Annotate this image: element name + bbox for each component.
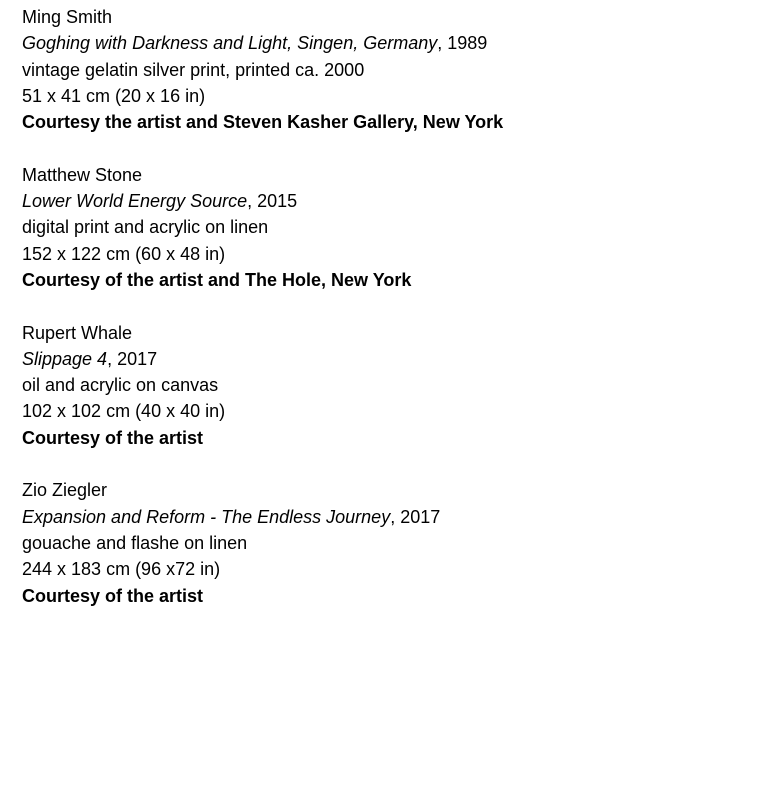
artwork-title: Goghing with Darkness and Light, Singen, Germany: [22, 33, 438, 54]
artist-name: Ming Smith: [22, 7, 113, 27]
artwork-title: Lower World Energy Source: [22, 191, 248, 212]
artwork-title-line: [22, 188, 765, 214]
artwork-entry-rupert-whale: [22, 320, 765, 451]
artwork-year: , 1989: [437, 33, 488, 54]
artwork-credit: Courtesy of the artist: [22, 427, 204, 448]
artwork-credit: Courtesy of the artist: [22, 585, 204, 606]
artist-name: Rupert Whale: [22, 322, 133, 343]
artist-name: Matthew Stone: [22, 164, 143, 185]
artwork-credit: Courtesy the artist and Steven Kasher Gallery, New York: [22, 112, 504, 133]
artwork-dimensions: 102 x 102 cm (40 x 40 in): [22, 401, 226, 422]
artwork-title: Expansion and Reform - The Endless Journey: [22, 506, 391, 527]
artwork-entry-matthew-stone: [22, 162, 765, 293]
artwork-entry-zio-ziegler: [22, 477, 765, 608]
artwork-title: Slippage 4: [22, 348, 108, 369]
artist-name: Zio Ziegler: [22, 480, 108, 501]
artwork-medium: gouache and flashe on linen: [22, 532, 248, 553]
artwork-year: , 2017: [107, 348, 158, 369]
artwork-medium: digital print and acrylic on linen: [22, 217, 269, 238]
artwork-dimensions: 152 x 122 cm (60 x 48 in): [22, 243, 226, 264]
artwork-medium: vintage gelatin silver print, printed ca. 2000: [22, 59, 365, 80]
artwork-credit: Courtesy of the artist and The Hole, New York: [22, 269, 412, 290]
artwork-title-line: [22, 504, 765, 530]
artwork-year: , 2017: [390, 506, 441, 527]
artwork-title-line: [22, 30, 765, 56]
artwork-medium: oil and acrylic on canvas: [22, 375, 219, 396]
artwork-dimensions: 51 x 41 cm (20 x 16 in): [22, 85, 206, 106]
artwork-year: , 2015: [247, 191, 298, 212]
artwork-title-line: [22, 346, 765, 372]
artwork-dimensions: 244 x 183 cm (96 x72 in): [22, 559, 221, 580]
artwork-entry-ming-smith: [22, 4, 765, 135]
